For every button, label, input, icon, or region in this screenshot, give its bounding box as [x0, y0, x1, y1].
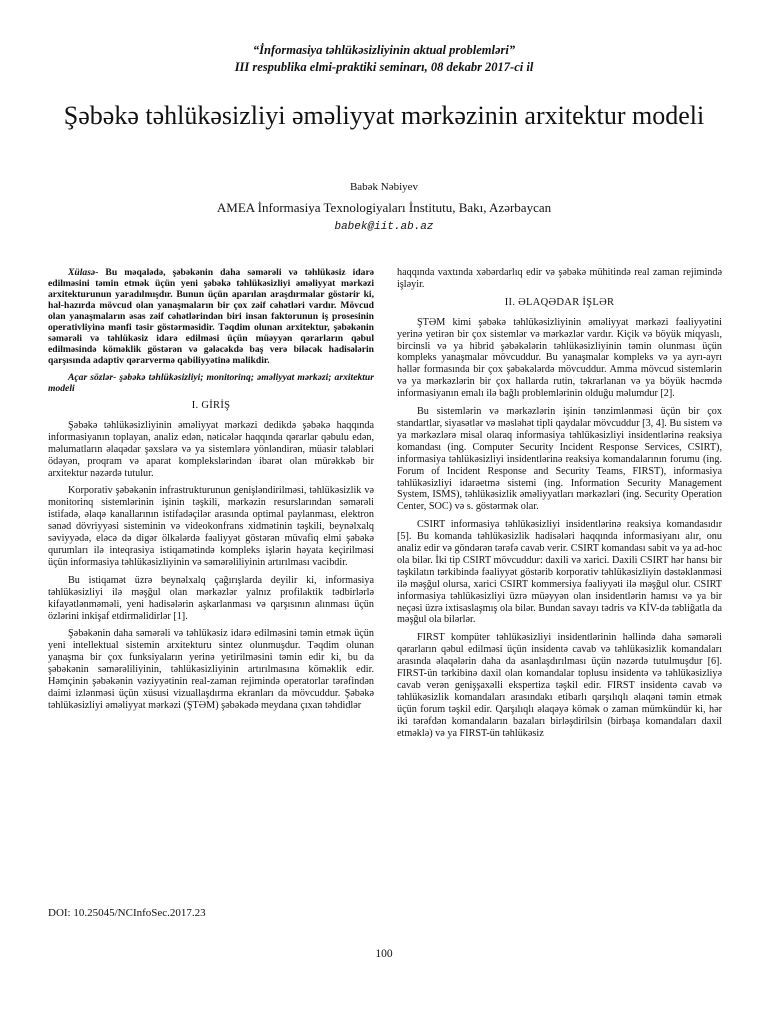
doi: DOI: 10.25045/NCInfoSec.2017.23 [48, 907, 206, 919]
section-heading-related: II. ƏLAQƏDAR İŞLƏR [504, 296, 615, 308]
abstract [48, 267, 374, 366]
right-column [397, 267, 722, 746]
paragraph: Bu sistemlərin və mərkəzlərin işinin tənzimlənməsi üçün bir çox standartlar, siyasətlər və məsləhət tipli qaydalar mövcuddur [3, 4]. Bu sistem və ya mərkəzlərə misal olaraq informasiya təhlükəsizliyi insidentlərinə reaksiya komandası (ing. Computer Security Incident Response Services, CSIRT), informasiya təhlükəsizliyi insidentlərinə reaksiya komandalarının forumu (ing. Forum of Incident Response and Security Teams, FIRST), informasiya təhlükəsizliyi idarəetmə sistemi (ing. Information Security Management System, ISMS), təhlükəsizlik əməliyyatları mərkəzləri (ing. Security Operation Center, SOC) və s. göstərmək olar. [397, 406, 722, 513]
paragraph: Bu istiqamət üzrə beynəlxalq çağırışlarda deyilir ki, informasiya təhlükəsizliyi ilə məşğul olan mərkəzlər yalnız profilaktik tədbirlərlə kifayətlənməməli, yeni hadisələrin aşkarlanması və qarşısının alınması üçün özlərini inkişaf etdirməlidirlər [1]. [48, 574, 374, 622]
paragraph: CSIRT informasiya təhlükəsizliyi insidentlərinə reaksiya komandasıdır [5]. Bu komanda təhlükəsizlik hadisələri haqqında informasiyanı alır, onu analiz edir və göndərən tərəfə cavab verir. CSIRT komandası sabit və ya ad-hoc ola bilər. İki tip CSIRT mövcuddur: daxili və xarici. Daxili CSIRT hər hansı bir təşkilatın tərkibində fəaliyyət göstərib korporativ təhlükəsizliyin dəstəklənməsi ilə məşğul olursa, xarici CSIRT kommersiya fəaliyyəti ilə məşğul olur. CSIRT informasiya təhlükəsizliyi üzrə müəyyən olan insidentlərin hamısı və ya bir neçəsi üzrə ixtisaslaşmış ola bilər. Bundan savayı tədris və KİV-də təbliğatla da məşğul ola bilərlər. [397, 519, 722, 626]
abstract-label: Xülasə- [68, 267, 99, 278]
left-column [48, 267, 374, 718]
paper-title: Şəbəkə təhlükəsizliyi əməliyyat mərkəzinin arxitektur modeli [63, 101, 705, 130]
paragraph: Şəbəkənin daha səmərəli və təhlükəsiz idarə edilməsini təmin etmək üçün yeni intellektual sistemin arxitekturu sintez olunmuşdur. Təqdim olunan yanaşma bir çox funksiyaların yerinə yetirilməsini təmin edir ki, bu da şəbəkənin səmərəliliyinin, təhlükəsizliyinin artırılmasına köməklik edir. Həmçinin şəbəkənin vəziyyətinin real-zaman rejimində operatorlar tərəfindən daimi izlənməsi üçün xüsusi vizuallaşdırma ekranları da mövcuddur. Şəbəkə təhlükəsizliyi əməliyyat mərkəzi (ŞTƏM) şəbəkədə meydana çıxan təhdidlər [48, 628, 374, 711]
seminar-info: III respublika elmi-praktiki seminarı, 08 dekabr 2017-ci il [234, 60, 534, 74]
paragraph: Şəbəkə təhlükəsizliyinin əməliyyat mərkəzi dedikdə şəbəkə haqqında informasiyanın toplayan, analiz edən, nəticələr haqqında qərarlar qəbulu edən, məlumatların əlaqədar şəxslərə və ya sistemlərə yönləndirən, müasir tələbləri ödəyən, proqram və aparat komplekslərindən ibarət olan mürəkkəb bir arxitektur nəzərdə tutulur. [48, 419, 374, 479]
paragraph: ŞTƏM kimi şəbəkə təhlükəsizliyinin əməliyyat mərkəzi fəaliyyətini yerinə yetirən bir çox sistemlər və mərkəzlər vardır. Kiçik və böyük miqyaslı, bircinsli və ya hibrid şəbəkələrin təhlükəsizliyinin təmin olunması üçün kompleks yanaşmalar mövcuddur. Bu yanaşmalar kompleks və ya ayrı-ayrı həllər formasında bir çox şəbəkələrdə mövcuddur. Amma mövcud sistemlərin və ya mərkəzlərin bir çox hallarda rutin, təkrarlanan və ya böyük həcmdə informasiyanın emalı ilə bağlı problemlərinin olduğu məlumdur [2]. [397, 316, 722, 400]
page-number: 100 [375, 948, 393, 960]
paragraph: FIRST kompüter təhlükəsizliyi insidentlərinin həllində daha səmərəli qərarların qəbul edilməsi üçün insidentə cavab və təhlükəsizlik komandaları arasında əlaqələrin daha da asanlaşdırılması üçün nəzərdə tutulmuşdur [6]. FIRST-ün tərkibinə daxil olan komandalar toplusu insidentə və təhlükəsizliyə cavab verən genişşaxəlli ekspertiza təşkil edir. FIRST insidentə cavab və təhlükəsizlik komandaları arasındakı etibarlı qarşılıqlı əlaqəni təmin etmək üçün forum təşkil edir. Qarşılıqlı əlaqəyə kömək o zaman mümkündür ki, hər iki tərəfdən komandaların bazaları birləşdirilsin (birbaşa komandaları daxil etməklə) və ya FIRST-ün təhlükəsiz [397, 632, 722, 739]
paragraph: Korporativ şəbəkənin infrastrukturunun genişləndirilməsi, təhlükəsizlik və monitorinq sistemlərinin işinin təşkili, mərkəzin resurslarından səmərəli istifadə, əlaqə kanallarının istifadəçilər arasında optimal paylanması, elektron sənəd dövriyyəsi sisteminin və videokonfrans xidmətinin təşkili, beynəlxalq səviyyədə, eləcə də digər ölkələrdə fəaliyyət göstərən müvafiq elmi şəbəkə qurumları ilə inteqrasiya istiqamətində kompleks işlərin həyata keçirilməsi üçün informasiya təhlükəsizliyinin və səmərəliliyinin artırılması vacibdir. [48, 485, 374, 568]
author-name: Babək Nəbiyev [349, 181, 419, 193]
author-affiliation: AMEA İnformasiya Texnologiyaları İnstitutu, Bakı, Azərbaycan [216, 200, 552, 215]
conference-title: “İnformasiya təhlükəsizliyinin aktual problemləri” [252, 43, 516, 57]
author-email: babek@iit.ab.az [334, 221, 434, 233]
abstract-text: Bu məqalədə, şəbəkənin daha səmərəli və təhlükəsiz idarə edilməsini təmin etmək üçün yeni şəbəkə təhlükəsizliyi əməliyyat mərkəzi arxitekturunun yaradılmışdır. Bunun üçün aparılan araşdırmalar göstərir ki, hal-hazırda mövcud olan yanaşmaların bir çox zəif cəhətləri vardır. Mövcud olan yanaşmaların əsas zəif cəhətlərindən biri insan faktorunun iş prosesinin operativliyinə mənfi təsir göstərməsidir. Təqdim olunan arxitektur, şəbəkənin səmərəli və təhlükəsiz idarə edilməsi üçün müəyyən qərarların qəbul edilməsində köməklik göstərən və gələcəkdə baş verə biləcək hadisələrin qarşısında adaptiv qərarvermə qabiliyyətinə malikdir. [48, 267, 374, 366]
section-heading-intro: I. GİRİŞ [191, 400, 231, 411]
paragraph-continuation: haqqında vaxtında xəbərdarlıq edir və şəbəkə mühitində real zaman rejimində işləyir. [397, 267, 722, 290]
keywords: Açar sözlər- şəbəkə təhlükəsizliyi; monitorinq; əməliyyat mərkəzi; arxitektur modeli [48, 372, 374, 394]
conference-header [0, 42, 768, 76]
